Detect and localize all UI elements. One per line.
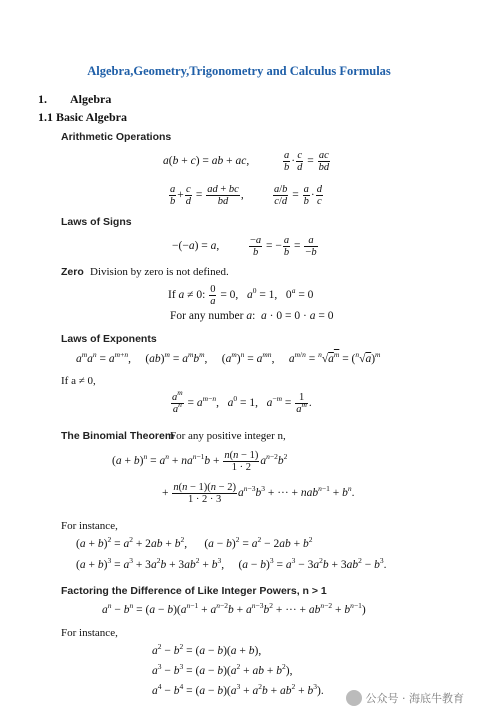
formula-fraction-division: $\frac{a/b}{c/d}$ = $\frac{a}{b}$ · $\frac{d}{c}$	[274, 184, 323, 207]
condition-a-nonzero: If a ≠ 0,	[61, 375, 96, 387]
section-name: Algebra	[70, 92, 112, 106]
formula-exponent-laws: $a^ma^n = a^{m+n}$, $(ab)^m = a^mb^m$, $(a^m)^n = a^{mn}$, $a^{m/n} = ^n√a^m = (^n√a)^m$	[76, 350, 381, 365]
heading-arithmetic: Arithmetic Operations	[61, 131, 172, 143]
formula-zero-rules: If a ≠ 0: $\frac{0}{a}$ = 0, $a^0 = 1$, $0^a = 0$	[168, 284, 314, 307]
formula-zero-product: For any number a: a · 0 = 0 · a = 0	[170, 310, 334, 322]
for-instance-2: For instance,	[61, 627, 118, 639]
formula-binomial-line1: $(a + b)^n = a^n + na^{n-1}b$ + $\frac{n(n - 1)}{1 \cdot 2}$ $a^{n-2}b^2$	[112, 450, 288, 473]
formula-diff-squares: $a^2 - b^2 = (a - b)(a + b)$,	[152, 642, 262, 657]
for-instance-1: For instance,	[61, 520, 118, 532]
page-title: Algebra,Geometry,Trigonometry and Calculus Formulas	[87, 64, 391, 78]
heading-signs: Laws of Signs	[61, 216, 132, 228]
formula-fraction-sum: $\frac{a}{b}$ + $\frac{c}{d}$ = $\frac{ad + bc}{bd}$ ,	[170, 184, 244, 207]
heading-exponents: Laws of Exponents	[61, 333, 157, 345]
formula-exponent-quotient: $\frac{a^m}{a^n}$ = $a^{m-n}$, $a^0 = 1$, $a^{-m}$ = $\frac{1}{a^m}$ .	[172, 388, 312, 415]
section-number: 1.	[38, 92, 47, 106]
watermark-text: 公众号 · 海底牛教育	[365, 692, 464, 705]
formula-diff-fourth: $a^4 - b^4 = (a - b)(a^3 + a^2b + ab^2 + b^3)$.	[152, 682, 324, 697]
heading-binomial: The Binomial Theorem	[61, 430, 175, 442]
formula-neg-neg: −(−a) = a,	[172, 240, 220, 252]
heading-factoring: Factoring the Difference of Like Integer Powers, n > 1	[61, 585, 327, 597]
formula-neg-fractions: $\frac{-a}{b}$ = − $\frac{a}{b}$ = $\frac{a}{-b}$	[250, 235, 317, 258]
subsection-title: 1.1 Basic Algebra	[38, 110, 127, 124]
formula-square-expansions: $(a + b)^2 = a^2 + 2ab + b^2$, $(a - b)^2 = a^2 - 2ab + b^2$	[76, 535, 313, 550]
wechat-logo-icon	[346, 690, 362, 706]
formula-difference-of-powers: $a^n - b^n = (a - b)(a^{n-1} + a^{n-2}b + a^{n-3}b^2$ + ··· + $ab^{n-2} + b^{n-1}$)	[102, 601, 366, 616]
formula-binomial-line2: + $\frac{n(n - 1)(n - 2)}{1 \cdot 2 \cdot 3}$ $a^{n-3}b^3$ + ··· + $nab^{n-1} + b^n$.	[162, 482, 355, 505]
watermark	[346, 690, 465, 706]
formula-fraction-product: $\frac{a}{b}$ · $\frac{c}{d}$ = $\frac{ac}{bd}$	[284, 150, 330, 173]
zero-description: Division by zero is not defined.	[90, 266, 229, 278]
formula-diff-cubes: $a^3 - b^3 = (a - b)(a^2$ + ab + $b^2$),	[152, 662, 293, 677]
formula-distributive: a(b + c) = ab + ac,	[163, 155, 250, 167]
heading-zero: Zero	[61, 266, 84, 278]
binomial-description: For any positive integer n,	[170, 430, 286, 442]
formula-cube-expansions: $(a + b)^3 = a^3 + 3a^2b + 3ab^2 + b^3$, $(a - b)^3 = a^3 - 3a^2b + 3ab^2 - b^3$.	[76, 556, 387, 571]
